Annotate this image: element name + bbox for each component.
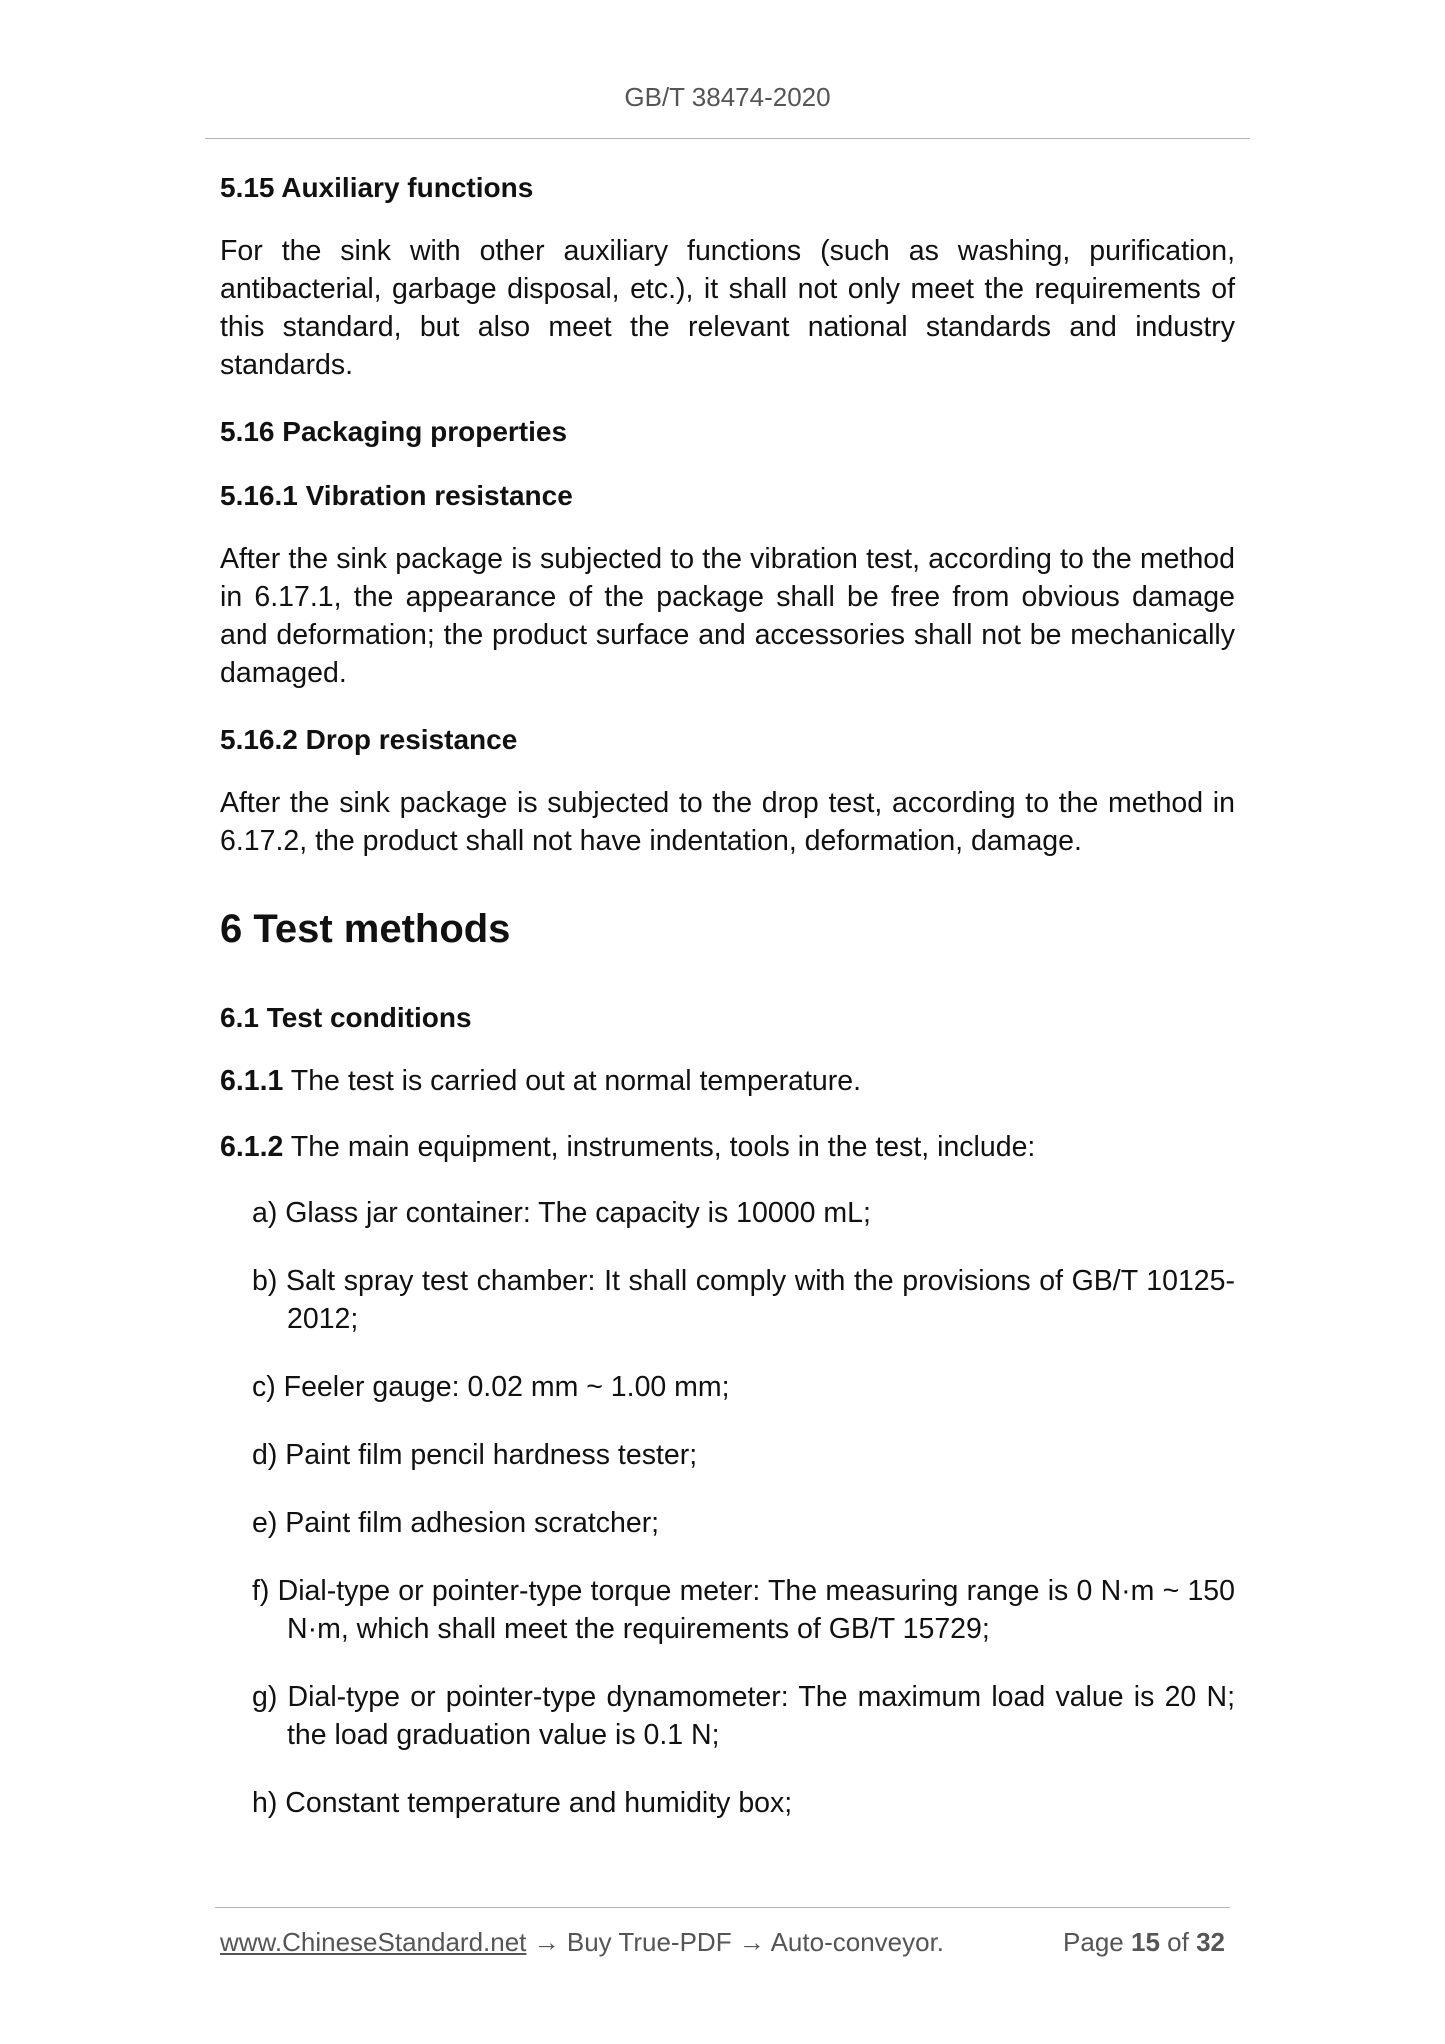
clause-6-1-1-text: The test is carried out at normal temperature. bbox=[283, 1065, 862, 1097]
clause-6-1-2-number: 6.1.2 bbox=[220, 1131, 284, 1163]
section-5-16-1-body: After the sink package is subjected to the vibration test, according to the method in 6.17.1, the appearance of the package shall be free from obvious damage and deformation; the product surface and accessories shall not be mechanically damaged. bbox=[220, 543, 1235, 689]
page-current: 15 bbox=[1131, 1927, 1160, 1957]
section-5-16-2-heading: 5.16.2 Drop resistance bbox=[220, 724, 518, 755]
section-6-1-heading: 6.1 Test conditions bbox=[220, 1002, 472, 1033]
site-link[interactable]: www.ChineseStandard.net bbox=[220, 1927, 527, 1957]
page-total: 32 bbox=[1196, 1927, 1225, 1957]
equipment-list bbox=[220, 1194, 1235, 1822]
footer-divider bbox=[215, 1907, 1230, 1908]
page-label: Page bbox=[1063, 1927, 1124, 1957]
list-item: c) Feeler gauge: 0.02 mm ~ 1.00 mm; bbox=[252, 1371, 730, 1403]
list-item: h) Constant temperature and humidity box; bbox=[252, 1787, 793, 1819]
section-5-15-heading: 5.15 Auxiliary functions bbox=[220, 172, 534, 203]
page-number bbox=[1063, 1925, 1225, 1959]
auto-conveyor-text: Auto-conveyor. bbox=[764, 1927, 945, 1957]
clause-6-1-1-number: 6.1.1 bbox=[220, 1065, 284, 1097]
arrow-right-icon: → bbox=[533, 1927, 560, 1957]
arrow-right-icon: → bbox=[738, 1927, 765, 1957]
buy-true-pdf-text: Buy True-PDF bbox=[559, 1927, 739, 1957]
chapter-6-heading: 6 Test methods bbox=[220, 907, 511, 951]
section-5-15-body: For the sink with other auxiliary functions (such as washing, purification, antibacterial, garbage disposal, etc.), it shall not only meet the requirements of this standard, but also meet the relevant national standards and industry standards. bbox=[220, 235, 1235, 381]
list-item: a) Glass jar container: The capacity is 10000 mL; bbox=[252, 1197, 871, 1229]
list-item: b) Salt spray test chamber: It shall comply with the provisions of GB/T 10125-2012; bbox=[252, 1265, 1235, 1335]
list-item: e) Paint film adhesion scratcher; bbox=[252, 1507, 660, 1539]
section-5-16-1-heading: 5.16.1 Vibration resistance bbox=[220, 480, 573, 511]
section-5-16-2-body: After the sink package is subjected to the drop test, according to the method in 6.17.2, the product shall not have indentation, deformation, damage. bbox=[220, 787, 1235, 857]
clause-6-1-2 bbox=[220, 1128, 1235, 1166]
header-divider bbox=[205, 138, 1250, 139]
list-item: d) Paint film pencil hardness tester; bbox=[252, 1439, 698, 1471]
of-label: of bbox=[1167, 1927, 1189, 1957]
list-item: f) Dial-type or pointer-type torque meter: The measuring range is 0 N·m ~ 150 N·m, which shall meet the requirements of GB/T 15729; bbox=[252, 1575, 1235, 1645]
page-header: GB/T 38474-2020 bbox=[624, 82, 831, 112]
clause-6-1-2-text: The main equipment, instruments, tools in the test, include: bbox=[283, 1131, 1036, 1163]
page-content bbox=[220, 168, 1235, 1852]
section-5-16-heading: 5.16 Packaging properties bbox=[220, 416, 568, 447]
footer-links bbox=[220, 1925, 944, 1959]
list-item: g) Dial-type or pointer-type dynamometer: The maximum load value is 20 N; the load graduation value is 0.1 N; bbox=[252, 1681, 1235, 1751]
clause-6-1-1 bbox=[220, 1062, 1235, 1100]
